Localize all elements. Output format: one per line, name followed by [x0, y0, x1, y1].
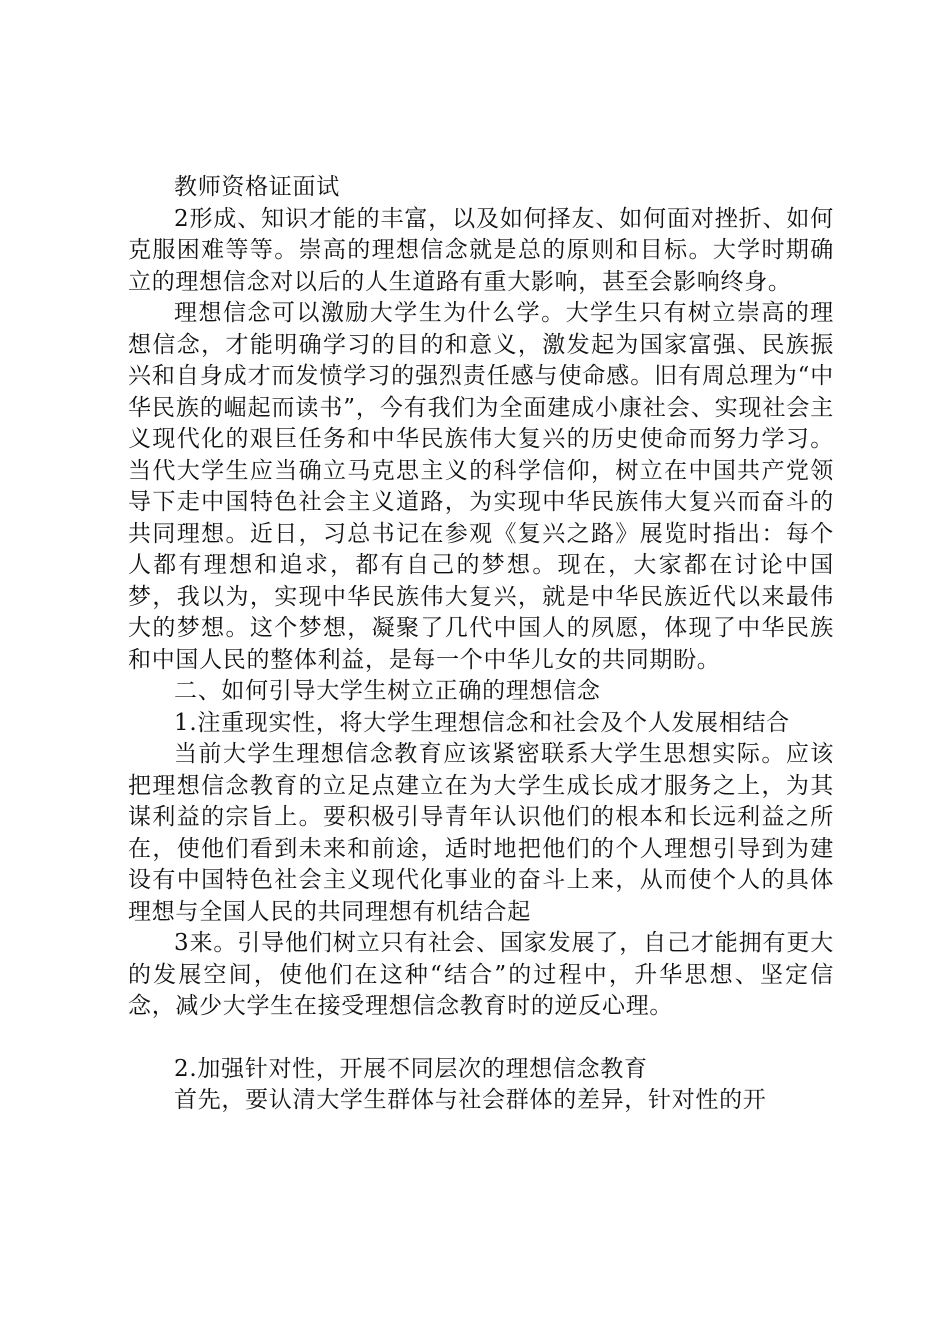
- paragraph-5: 首先，要认清大学生群体与社会群体的差异，针对性的开: [174, 1087, 767, 1113]
- paragraph-1: 2形成、知识才能的丰富，以及如何择友、如何面对挫折、如何克服困难等等。崇高的理想信念就是总的原则和目标。大学时期确立的理想信念对以后的人生道路有重大影响，甚至会影响终身。: [128, 205, 834, 295]
- paragraph-2: 理想信念可以激励大学生为什么学。大学生只有树立崇高的理想信念，才能明确学习的目的和意义，激发起为国家富强、民族振兴和自身成才而发愤学习的强烈责任感与使命感。旧有周总理为“中华民族的崛起而读书”，今有我们为全面建成小康社会、实现社会主义现代化的艰巨任务和中华民族伟大复兴的历史使命而努力学习。当代大学生应当确立马克思主义的科学信仰，树立在中国共产党领导下走中国特色社会主义道路，为实现中华民族伟大复兴而奋斗的共同理想。近日，习总书记在参观《复兴之路》展览时指出：每个人都有理想和追求，都有自己的梦想。现在，大家都在讨论中国梦，我以为，实现中华民族伟大复兴，就是中华民族近代以来最伟大的梦想。这个梦想，凝聚了几代中国人的夙愿，体现了中华民族和中国人民的整体利益，是每一个中华儿女的共同期盼。: [128, 300, 834, 673]
- document-title: 教师资格证面试: [174, 174, 340, 200]
- section-heading: 二、如何引导大学生树立正确的理想信念: [174, 678, 601, 704]
- subsection-heading-1: 1.注重现实性，将大学生理想信念和社会及个人发展相结合: [174, 709, 790, 736]
- document-body: [128, 172, 834, 1117]
- paragraph-3: 当前大学生理想信念教育应该紧密联系大学生思想实际。应该把理想信念教育的立足点建立在为大学生成长成才服务之上，为其谋利益的宗旨上。要积极引导青年认识他们的根本和长远利益之所在，使他们看到未来和前途，适时地把他们的个人理想引导到为建设有中国特色社会主义现代化事业的奋斗上来，从而使个人的具体理想与全国人民的共同理想有机结合起: [128, 741, 834, 925]
- paragraph-4: 3来。引导他们树立只有社会、国家发展了，自己才能拥有更大的发展空间，使他们在这种“结合”的过程中，升华思想、坚定信念，减少大学生在接受理想信念教育时的逆反心理。: [128, 930, 834, 1019]
- subsection-heading-2: 2.加强针对性，开展不同层次的理想信念教育: [174, 1055, 648, 1082]
